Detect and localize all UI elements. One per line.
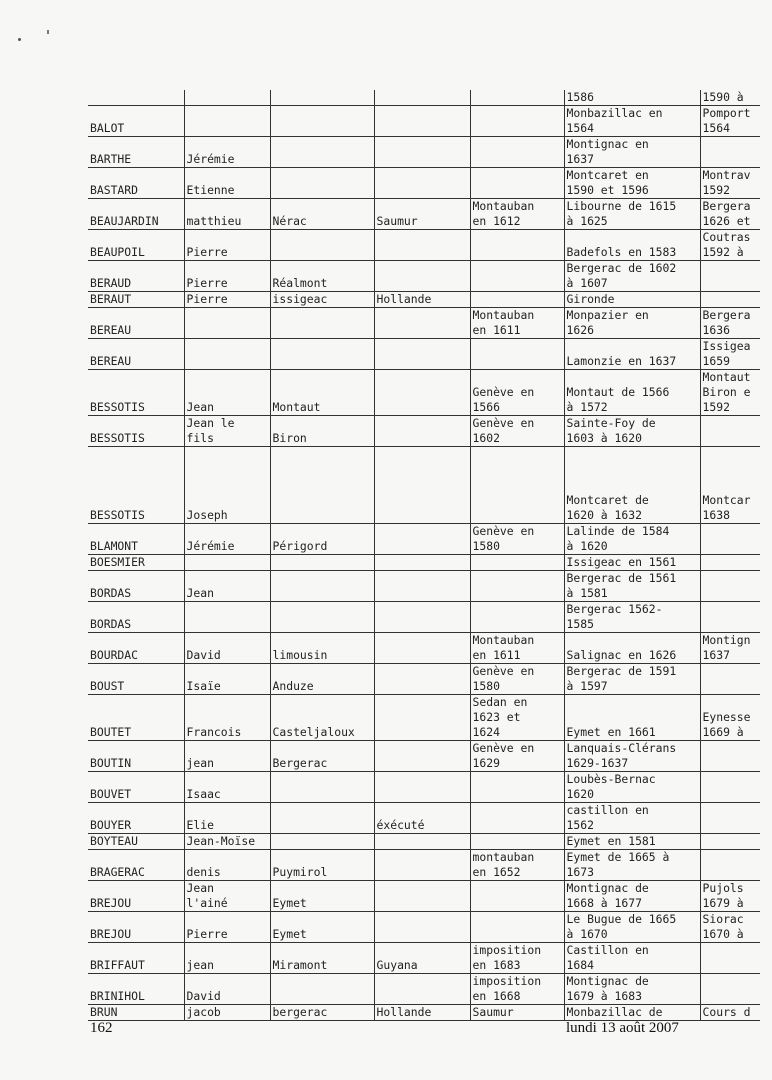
table-cell: Jérémie xyxy=(184,137,270,168)
table-cell xyxy=(470,230,564,261)
table-cell: Guyana xyxy=(374,943,470,974)
table-row xyxy=(88,339,760,370)
table-row xyxy=(88,974,760,1005)
table-cell: BOUVET xyxy=(88,772,184,803)
table-cell: BALOT xyxy=(88,106,184,137)
table-cell: BEAUJARDIN xyxy=(88,199,184,230)
table-cell xyxy=(374,555,470,571)
table-cell: éxécuté xyxy=(374,803,470,834)
table-cell xyxy=(374,447,470,524)
table-cell: Pierre xyxy=(184,261,270,292)
table-cell xyxy=(700,741,760,772)
table-cell xyxy=(700,524,760,555)
table-cell: imposition en 1668 xyxy=(470,974,564,1005)
table-cell xyxy=(470,447,564,524)
table-cell xyxy=(700,943,760,974)
table-cell xyxy=(470,571,564,602)
table-cell: Eymet en 1581 xyxy=(564,834,700,850)
table-cell xyxy=(700,974,760,1005)
table-cell: 1590 à xyxy=(700,90,760,106)
table-cell: Casteljaloux xyxy=(270,695,374,741)
table-cell: BOURDAC xyxy=(88,633,184,664)
table-cell: Francois xyxy=(184,695,270,741)
table-cell xyxy=(270,90,374,106)
table-cell: Castillon en 1684 xyxy=(564,943,700,974)
table-cell xyxy=(270,974,374,1005)
table-cell: Badefols en 1583 xyxy=(564,230,700,261)
table-cell xyxy=(270,447,374,524)
table-cell xyxy=(374,850,470,881)
table-cell: Jean l'ainé xyxy=(184,881,270,912)
table-cell xyxy=(700,137,760,168)
table-row xyxy=(88,602,760,633)
table-cell xyxy=(374,90,470,106)
table-cell: David xyxy=(184,974,270,1005)
table-cell: Montcar 1638 xyxy=(700,447,760,524)
table-row xyxy=(88,308,760,339)
table-cell xyxy=(700,772,760,803)
table-cell: Monpazier en 1626 xyxy=(564,308,700,339)
table-cell: Montignac en 1637 xyxy=(564,137,700,168)
table-cell: Montignac de 1668 à 1677 xyxy=(564,881,700,912)
table-cell: Genève en 1566 xyxy=(470,370,564,416)
table-cell: denis xyxy=(184,850,270,881)
table-cell: BASTARD xyxy=(88,168,184,199)
table-cell: Cours d xyxy=(700,1005,760,1021)
table-cell xyxy=(700,664,760,695)
table-cell: Hollande xyxy=(374,292,470,308)
table-cell: Monbazillac en 1564 xyxy=(564,106,700,137)
table-cell: Gironde xyxy=(564,292,700,308)
table-cell: Puymirol xyxy=(270,850,374,881)
table-cell: 1586 xyxy=(564,90,700,106)
table-cell: Jean le fils xyxy=(184,416,270,447)
table-row xyxy=(88,1005,760,1021)
table-cell: Pujols 1679 à xyxy=(700,881,760,912)
table-cell: Pierre xyxy=(184,292,270,308)
table-cell: BERAUT xyxy=(88,292,184,308)
table-cell: Lanquais-Clérans 1629-1637 xyxy=(564,741,700,772)
table-cell xyxy=(270,555,374,571)
table-cell xyxy=(700,292,760,308)
table-cell: BRUN xyxy=(88,1005,184,1021)
table-cell xyxy=(270,602,374,633)
table-cell: BOUYER xyxy=(88,803,184,834)
table-cell xyxy=(470,137,564,168)
table-cell: Sedan en 1623 et 1624 xyxy=(470,695,564,741)
table-cell: Miramont xyxy=(270,943,374,974)
table-row xyxy=(88,261,760,292)
table-cell xyxy=(700,803,760,834)
page-number: 162 xyxy=(90,1020,113,1036)
table-cell: Isaac xyxy=(184,772,270,803)
table-cell: Eymet xyxy=(270,912,374,943)
table-cell: Issigeac en 1561 xyxy=(564,555,700,571)
table-cell: Montignac de 1679 à 1683 xyxy=(564,974,700,1005)
table-cell: BOYTEAU xyxy=(88,834,184,850)
table-row xyxy=(88,230,760,261)
table-cell xyxy=(470,261,564,292)
table-row xyxy=(88,943,760,974)
table-row xyxy=(88,881,760,912)
table-cell: Joseph xyxy=(184,447,270,524)
table-row xyxy=(88,834,760,850)
table-cell xyxy=(374,974,470,1005)
table-cell: Montcaret en 1590 et 1596 xyxy=(564,168,700,199)
table-cell: Le Bugue de 1665 à 1670 xyxy=(564,912,700,943)
table-cell xyxy=(700,602,760,633)
table-cell: Isaïe xyxy=(184,664,270,695)
table-cell: Salignac en 1626 xyxy=(564,633,700,664)
table-cell xyxy=(374,524,470,555)
table-cell xyxy=(270,308,374,339)
table-cell: jacob xyxy=(184,1005,270,1021)
table-cell: Eymet en 1661 xyxy=(564,695,700,741)
table-cell xyxy=(374,912,470,943)
table-row xyxy=(88,168,760,199)
table-cell xyxy=(184,90,270,106)
table-cell xyxy=(374,416,470,447)
table-cell xyxy=(270,106,374,137)
table-cell xyxy=(374,834,470,850)
table-row xyxy=(88,571,760,602)
table-cell xyxy=(700,416,760,447)
table-cell: BOUTET xyxy=(88,695,184,741)
table-row xyxy=(88,772,760,803)
table-row xyxy=(88,447,760,524)
table-cell: BLAMONT xyxy=(88,524,184,555)
table-cell: Jean-Moïse xyxy=(184,834,270,850)
table-cell: Montauban en 1611 xyxy=(470,308,564,339)
table-cell: Réalmont xyxy=(270,261,374,292)
table-cell: Bergerac de 1591 à 1597 xyxy=(564,664,700,695)
table-cell: Nérac xyxy=(270,199,374,230)
table-cell xyxy=(374,308,470,339)
table-cell: Eynesse 1669 à xyxy=(700,695,760,741)
table-cell: castillon en 1562 xyxy=(564,803,700,834)
table-cell: Hollande xyxy=(374,1005,470,1021)
table-cell: BREJOU xyxy=(88,881,184,912)
table-row xyxy=(88,106,760,137)
table-cell xyxy=(470,803,564,834)
table-row xyxy=(88,416,760,447)
table-cell: imposition en 1683 xyxy=(470,943,564,974)
table-row xyxy=(88,633,760,664)
table-cell: BEREAU xyxy=(88,339,184,370)
table-row xyxy=(88,524,760,555)
table-cell: Montign 1637 xyxy=(700,633,760,664)
table-cell xyxy=(470,90,564,106)
table-row xyxy=(88,292,760,308)
table-cell: Bergerac xyxy=(270,741,374,772)
table-row xyxy=(88,664,760,695)
table-cell xyxy=(184,555,270,571)
table-cell xyxy=(470,834,564,850)
table-cell: Montaut xyxy=(270,370,374,416)
table-cell: Sainte-Foy de 1603 à 1620 xyxy=(564,416,700,447)
table-cell: Jérémie xyxy=(184,524,270,555)
table-cell xyxy=(270,571,374,602)
table-cell: David xyxy=(184,633,270,664)
table-row xyxy=(88,912,760,943)
table-cell: Loubès-Bernac 1620 xyxy=(564,772,700,803)
table-cell xyxy=(270,168,374,199)
table-cell xyxy=(184,339,270,370)
table-cell xyxy=(374,602,470,633)
table-cell: Issigea 1659 xyxy=(700,339,760,370)
table-cell xyxy=(374,741,470,772)
table-cell: Bergerac 1562- 1585 xyxy=(564,602,700,633)
table-cell xyxy=(700,261,760,292)
table-cell: BREJOU xyxy=(88,912,184,943)
table-row xyxy=(88,370,760,416)
table-cell xyxy=(700,571,760,602)
table-row xyxy=(88,741,760,772)
table-cell: Eymet xyxy=(270,881,374,912)
table-cell: matthieu xyxy=(184,199,270,230)
table-cell: jean xyxy=(184,741,270,772)
table-cell: Saumur xyxy=(470,1005,564,1021)
table-cell xyxy=(700,850,760,881)
table-row xyxy=(88,695,760,741)
table-cell xyxy=(374,230,470,261)
table-cell: BRINIHOL xyxy=(88,974,184,1005)
table-cell xyxy=(470,881,564,912)
table-cell xyxy=(374,106,470,137)
table-cell: Pomport 1564 xyxy=(700,106,760,137)
table-cell xyxy=(270,339,374,370)
table-cell: Bergerac de 1561 à 1581 xyxy=(564,571,700,602)
table-cell: Biron xyxy=(270,416,374,447)
table-cell xyxy=(470,168,564,199)
table-cell xyxy=(470,339,564,370)
table-cell xyxy=(270,834,374,850)
footer-date: lundi 13 août 2007 xyxy=(566,1020,679,1036)
table-cell: BESSOTIS xyxy=(88,370,184,416)
table-cell: Montaut de 1566 à 1572 xyxy=(564,370,700,416)
table-cell: bergerac xyxy=(270,1005,374,1021)
table-cell xyxy=(700,555,760,571)
table-row xyxy=(88,90,760,106)
table-cell: Monbazillac de xyxy=(564,1005,700,1021)
table-cell: Genève en 1602 xyxy=(470,416,564,447)
table-cell: Genève en 1629 xyxy=(470,741,564,772)
table-cell xyxy=(270,772,374,803)
table-cell: Etienne xyxy=(184,168,270,199)
table-cell: BESSOTIS xyxy=(88,416,184,447)
table-cell xyxy=(470,292,564,308)
table-cell: Bergera 1626 et xyxy=(700,199,760,230)
scan-speck xyxy=(18,38,21,41)
table-cell: Montaut Biron e 1592 xyxy=(700,370,760,416)
pastor-register-table xyxy=(88,90,760,1021)
table-cell xyxy=(470,555,564,571)
table-cell xyxy=(470,912,564,943)
table-cell: Pierre xyxy=(184,230,270,261)
table-cell: Montauban en 1612 xyxy=(470,199,564,230)
table-cell: Saumur xyxy=(374,199,470,230)
table-cell: Lalinde de 1584 à 1620 xyxy=(564,524,700,555)
table-cell xyxy=(374,261,470,292)
table-cell xyxy=(374,664,470,695)
table-cell: BARTHE xyxy=(88,137,184,168)
table-cell xyxy=(700,834,760,850)
table-cell: Périgord xyxy=(270,524,374,555)
table-cell xyxy=(374,772,470,803)
table-cell: BORDAS xyxy=(88,571,184,602)
table-cell xyxy=(374,695,470,741)
table-cell: BEAUPOIL xyxy=(88,230,184,261)
table-cell xyxy=(374,370,470,416)
table-row xyxy=(88,803,760,834)
table-cell xyxy=(270,137,374,168)
table-cell: Genève en 1580 xyxy=(470,524,564,555)
table-row xyxy=(88,137,760,168)
table-cell: BESSOTIS xyxy=(88,447,184,524)
table-cell: Eymet de 1665 à 1673 xyxy=(564,850,700,881)
table-cell: Montcaret de 1620 à 1632 xyxy=(564,447,700,524)
table-cell: BRIFFAUT xyxy=(88,943,184,974)
table-cell xyxy=(374,339,470,370)
table-cell: Genève en 1580 xyxy=(470,664,564,695)
table-cell: BOUST xyxy=(88,664,184,695)
table-cell: Bergerac de 1602 à 1607 xyxy=(564,261,700,292)
table-cell: BEREAU xyxy=(88,308,184,339)
table-cell xyxy=(270,230,374,261)
table-cell: Libourne de 1615 à 1625 xyxy=(564,199,700,230)
table-row xyxy=(88,555,760,571)
table-cell: BERAUD xyxy=(88,261,184,292)
table-cell: Bergera 1636 xyxy=(700,308,760,339)
table-cell: Jean xyxy=(184,571,270,602)
table-cell xyxy=(374,168,470,199)
table-cell xyxy=(88,90,184,106)
table-cell: jean xyxy=(184,943,270,974)
table-row xyxy=(88,850,760,881)
table-cell: Coutras 1592 à xyxy=(700,230,760,261)
table-cell xyxy=(374,881,470,912)
table-cell: Montrav 1592 xyxy=(700,168,760,199)
table-cell: Montauban en 1611 xyxy=(470,633,564,664)
table-cell: Siorac 1670 à xyxy=(700,912,760,943)
table-cell: Pierre xyxy=(184,912,270,943)
table-cell xyxy=(184,602,270,633)
table-cell xyxy=(184,308,270,339)
table-cell: limousin xyxy=(270,633,374,664)
table-cell: Lamonzie en 1637 xyxy=(564,339,700,370)
table-cell: Anduze xyxy=(270,664,374,695)
table-cell: issigeac xyxy=(270,292,374,308)
table-cell: montauban en 1652 xyxy=(470,850,564,881)
table-cell xyxy=(470,106,564,137)
table-cell xyxy=(184,106,270,137)
table-cell: Elie xyxy=(184,803,270,834)
table-cell xyxy=(374,633,470,664)
table-cell: BRAGERAC xyxy=(88,850,184,881)
table-cell xyxy=(270,803,374,834)
table-cell: Jean xyxy=(184,370,270,416)
table-cell: BOESMIER xyxy=(88,555,184,571)
scan-speck xyxy=(47,30,49,34)
table-cell xyxy=(470,772,564,803)
table-cell xyxy=(374,137,470,168)
table-row xyxy=(88,199,760,230)
table-cell: BORDAS xyxy=(88,602,184,633)
table-cell xyxy=(374,571,470,602)
table-cell: BOUTIN xyxy=(88,741,184,772)
table-cell xyxy=(470,602,564,633)
